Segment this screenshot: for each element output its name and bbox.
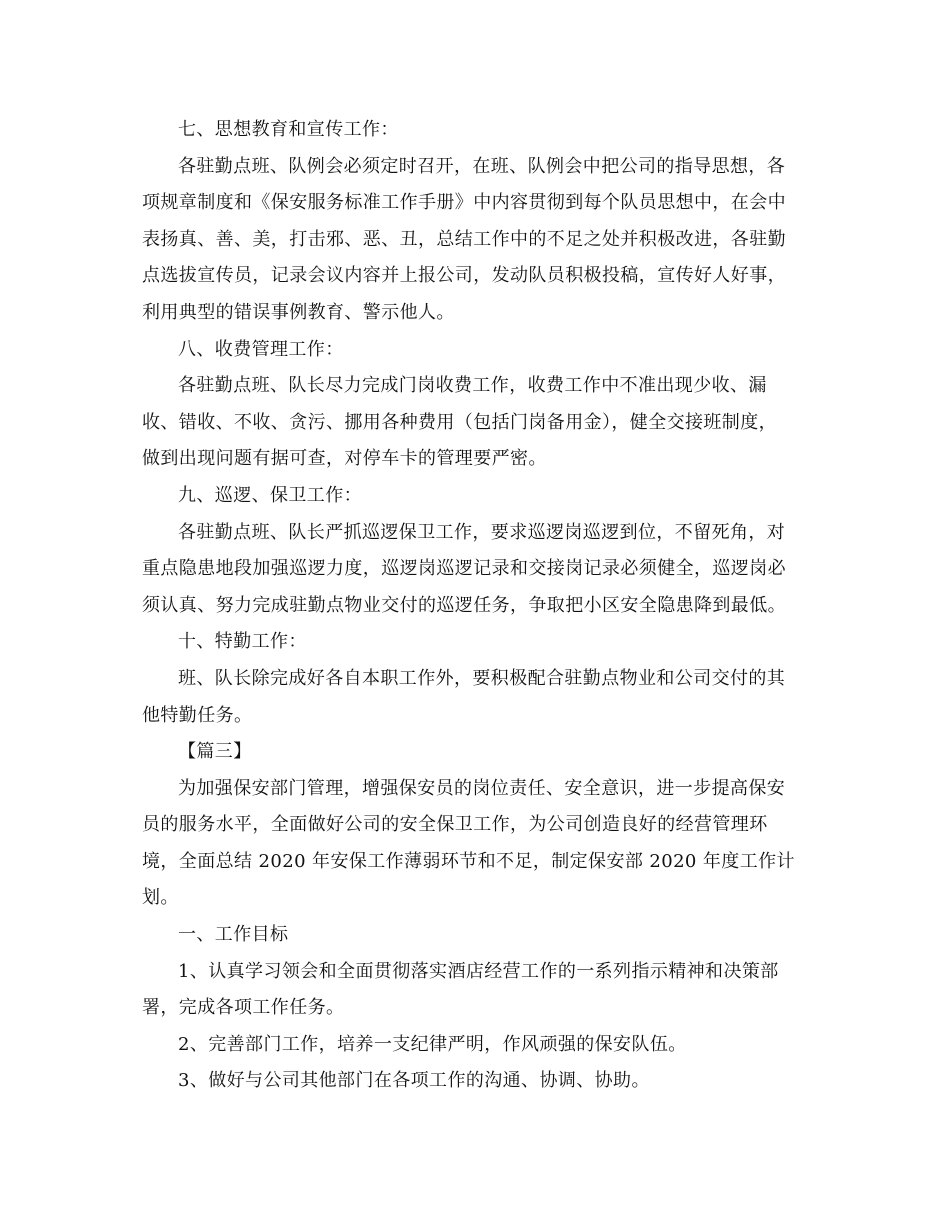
chapter-heading: 【篇三】 bbox=[178, 741, 252, 763]
list-item-line: 1、认真学习领会和全面贯彻落实酒店经营工作的一系列指示精神和决策部 bbox=[178, 960, 779, 982]
paragraph-line: 各驻勤点班、队长严抓巡逻保卫工作，要求巡逻岗巡逻到位，不留死角，对 bbox=[178, 521, 786, 543]
list-item-line: 3、做好与公司其他部门在各项工作的沟通、协调、协助。 bbox=[178, 1070, 650, 1092]
paragraph-line: 重点隐患地段加强巡逻力度，巡逻岗巡逻记录和交接岗记录必须健全，巡逻岗必 bbox=[142, 558, 786, 580]
paragraph-line: 员的服务水平，全面做好公司的安全保卫工作，为公司创造良好的经营管理环 bbox=[142, 814, 768, 836]
paragraph-line: 点选拔宣传员，记录会议内容并上报公司，发动队员积极投稿，宣传好人好事， bbox=[142, 265, 786, 287]
section-heading-10: 十、特勤工作： bbox=[178, 631, 307, 653]
list-item-line: 2、完善部门工作，培养一支纪律严明，作风顽强的保安队伍。 bbox=[178, 1033, 687, 1055]
section-heading-7: 七、思想教育和宣传工作： bbox=[178, 119, 399, 140]
section-heading-9: 九、巡逻、保卫工作： bbox=[178, 484, 362, 506]
paragraph-line: 境，全面总结 2020 年安保工作薄弱环节和不足，制定保安部 2020 年度工作计 bbox=[142, 850, 795, 872]
document-page bbox=[142, 112, 802, 1100]
paragraph-line: 须认真、努力完成驻勤点物业交付的巡逻任务，争取把小区安全隐患降到最低。 bbox=[142, 594, 786, 616]
paragraph-line: 利用典型的错误事例教育、警示他人。 bbox=[142, 301, 455, 323]
paragraph-line: 收、错收、不收、贪污、挪用各种费用（包括门岗备用金），健全交接班制度， bbox=[142, 411, 777, 433]
paragraph-line: 表扬真、善、美，打击邪、恶、丑，总结工作中的不足之处并积极改进，各驻勤 bbox=[142, 228, 786, 250]
list-item-line: 署，完成各项工作任务。 bbox=[142, 997, 345, 1019]
paragraph-line: 项规章制度和《保安服务标准工作手册》中内容贯彻到每个队员思想中，在会中 bbox=[142, 192, 786, 214]
paragraph-line: 班、队长除完成好各自本职工作外，要积极配合驻勤点物业和公司交付的其 bbox=[178, 667, 786, 689]
section-heading-goals: 一、工作目标 bbox=[178, 924, 289, 946]
paragraph-line: 他特勤任务。 bbox=[142, 704, 253, 726]
section-heading-8: 八、收费管理工作： bbox=[178, 338, 344, 360]
paragraph-line: 划。 bbox=[142, 887, 179, 909]
paragraph-line: 各驻勤点班、队长尽力完成门岗收费工作，收费工作中不准出现少收、漏 bbox=[178, 375, 767, 397]
paragraph-line: 做到出现问题有据可查，对停车卡的管理要严密。 bbox=[142, 448, 547, 470]
paragraph-line: 为加强保安部门管理，增强保安员的岗位责任、安全意识，进一步提高保安 bbox=[178, 777, 786, 799]
paragraph-line: 各驻勤点班、队例会必须定时召开，在班、队例会中把公司的指导思想，各 bbox=[178, 155, 786, 177]
